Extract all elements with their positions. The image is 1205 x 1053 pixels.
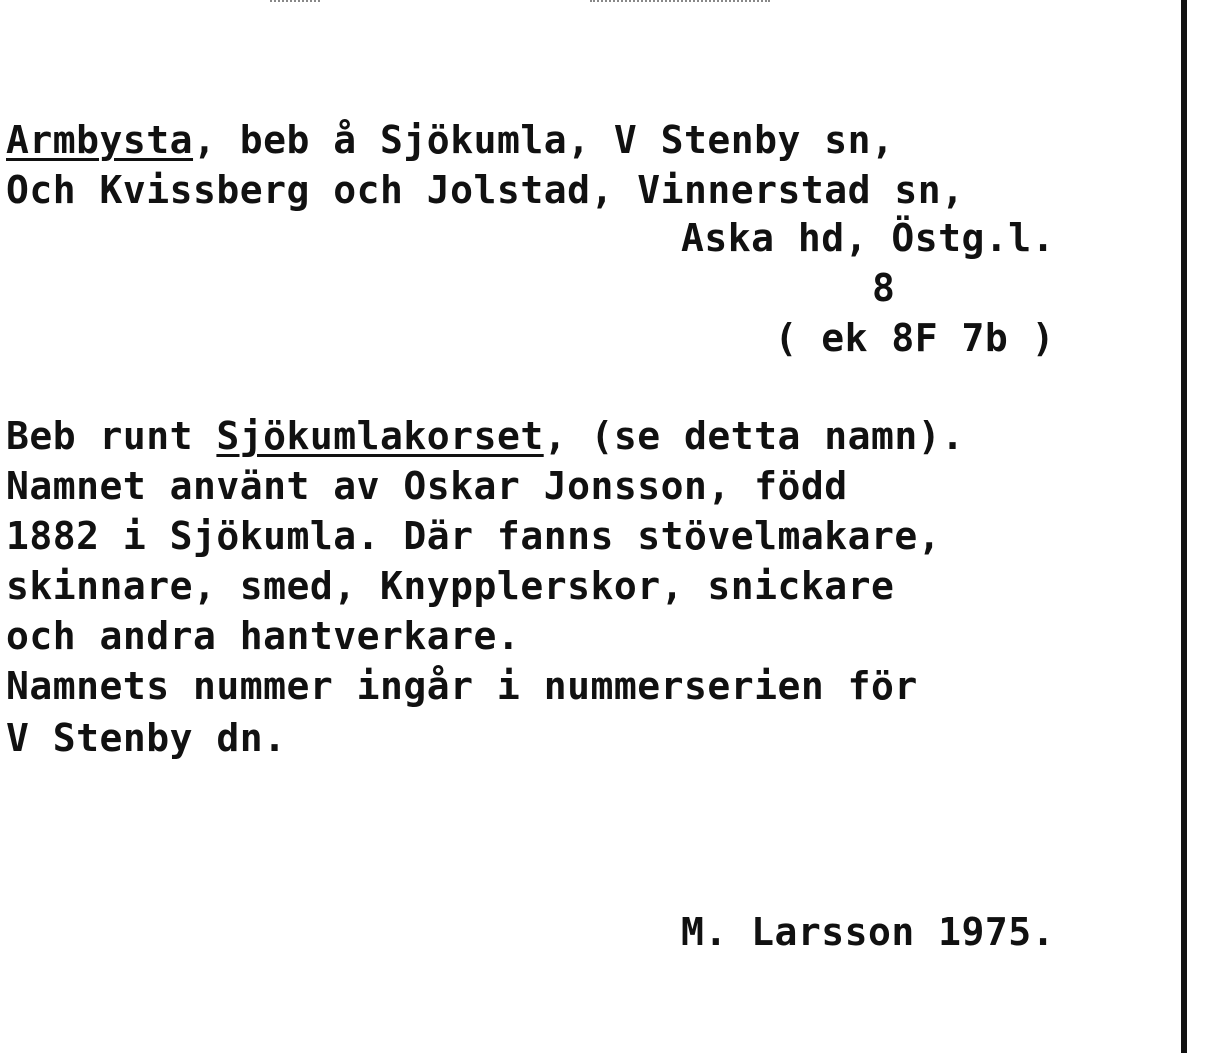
body-line-1-start: Beb runt bbox=[6, 414, 217, 458]
cross-reference-name: Sjökumlakorset bbox=[216, 414, 544, 458]
body-line-2: Namnet använt av Oskar Jonsson, född bbox=[6, 464, 848, 508]
body-line-5: och andra hantverkare. bbox=[6, 614, 521, 658]
body-line-6: Namnets nummer ingår i nummerserien för bbox=[6, 664, 918, 708]
body-line-1-end: , (se detta namn). bbox=[543, 414, 965, 458]
scan-artifact bbox=[270, 0, 320, 8]
signature: M. Larsson 1975. bbox=[680, 910, 1055, 954]
header-line-1-rest: , beb å Sjökumla, V Stenby sn, bbox=[193, 118, 895, 162]
body-line-1 bbox=[6, 414, 965, 458]
header-line-3: Aska hd, Östg.l. bbox=[680, 216, 1055, 260]
header-line-2: Och Kvissberg och Jolstad, Vinnerstad sn, bbox=[6, 168, 965, 212]
map-reference: ( ek 8F 7b ) bbox=[774, 316, 1055, 360]
scan-artifact bbox=[590, 0, 770, 8]
body-line-4: skinnare, smed, Knypplerskor, snickare bbox=[6, 564, 895, 608]
header-line-1 bbox=[6, 118, 894, 162]
place-name: Armbysta bbox=[6, 118, 194, 162]
body-line-7: V Stenby dn. bbox=[6, 716, 287, 760]
place-number: 8 bbox=[872, 266, 896, 310]
body-line-3: 1882 i Sjökumla. Där fanns stövelmakare, bbox=[6, 514, 942, 558]
card-edge bbox=[1181, 0, 1187, 1053]
